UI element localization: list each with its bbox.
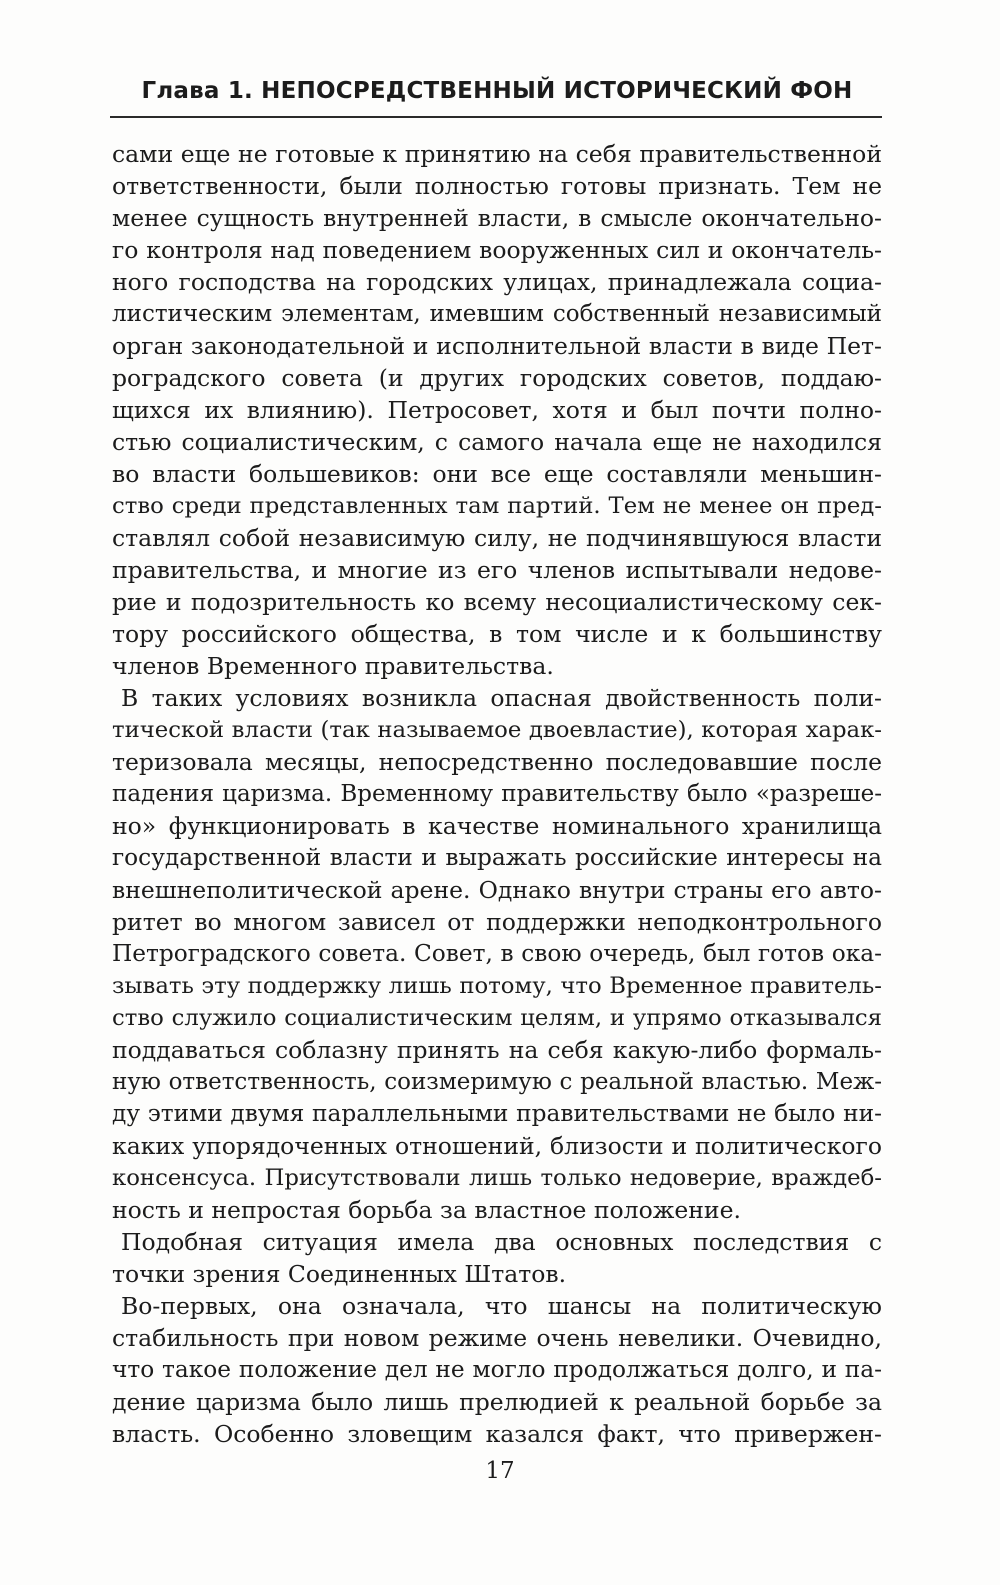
text-line: внешнеполитической арене. Однако внутри страны его авто- xyxy=(112,876,882,904)
text-line: что такое положение дел не могло продолжаться долго, и па- xyxy=(112,1356,882,1383)
text-line: ного господства на городских улицах, принадлежала социа- xyxy=(112,268,882,296)
text-line: но» функционировать в качестве номинального хранилища xyxy=(112,812,882,840)
body-text xyxy=(112,138,882,1450)
text-line: точки зрения Соединенных Штатов. xyxy=(112,1260,567,1288)
text-line: государственной власти и выражать российские интересы на xyxy=(112,844,882,871)
text-line: ство среди представленных там партий. Тем не менее он пред- xyxy=(112,493,882,519)
text-line: ритет во многом зависел от поддержки неподконтрольного xyxy=(112,908,882,936)
text-line: листическим элементам, имевшим собственный независимый xyxy=(112,301,882,327)
text-line: щихся их влиянию). Петросовет, хотя и был почти полно- xyxy=(112,396,882,424)
text-line: стью социалистическим, с самого начала еще не находился xyxy=(112,428,882,456)
text-line: тической власти (так называемое двоевластие), которая харак- xyxy=(112,717,882,743)
text-line: членов Временного правительства. xyxy=(112,652,554,680)
text-line: ду этими двумя параллельными правительствами не было ни- xyxy=(112,1100,882,1127)
running-head: Глава 1. НЕПОСРЕДСТВЕННЫЙ ИСТОРИЧЕСКИЙ ФОН xyxy=(141,78,853,104)
text-line: теризовала месяцы, непосредственно последовавшие после xyxy=(112,748,882,776)
text-line: каких упорядоченных отношений, близости и политического xyxy=(112,1132,882,1160)
text-line: стабильность при новом режиме очень невелики. Очевидно, xyxy=(112,1324,882,1352)
paragraph xyxy=(112,1290,882,1450)
page-number: 17 xyxy=(485,1458,515,1484)
text-line: поддаваться соблазну принять на себя какую-либо формаль- xyxy=(112,1036,882,1064)
text-line: правительства, и многие из его членов испытывали недове- xyxy=(112,556,882,584)
text-line: во власти большевиков: они все еще составляли меньшин- xyxy=(112,460,882,488)
text-line: власть. Особенно зловещим казался факт, что привержен- xyxy=(112,1420,882,1448)
text-line: роградского совета (и других городских советов, поддаю- xyxy=(112,364,882,392)
header-rule xyxy=(110,116,882,118)
text-line: го контроля над поведением вооруженных сил и окончатель- xyxy=(112,236,882,264)
text-line: падения царизма. Временному правительству было «разреше- xyxy=(112,781,882,807)
text-line: ставлял собой независимую силу, не подчинявшуюся власти xyxy=(112,524,882,552)
text-line: В таких условиях возникла опасная двойственность поли- xyxy=(121,684,882,712)
text-line: дение царизма было лишь прелюдией к реальной борьбе за xyxy=(112,1388,882,1416)
text-line: орган законодательной и исполнительной власти в виде Пет- xyxy=(112,332,882,360)
text-line: ответственности, были полностью готовы признать. Тем не xyxy=(112,172,882,200)
text-line: консенсуса. Присутствовали лишь только недоверие, враждеб- xyxy=(112,1165,882,1191)
text-line: тору российского общества, в том числе и к большинству xyxy=(112,620,882,648)
text-line: менее сущность внутренней власти, в смысле окончательно- xyxy=(112,204,882,232)
text-line: зывать эту поддержку лишь потому, что Временное правитель- xyxy=(112,973,882,999)
paragraph xyxy=(112,1226,882,1290)
text-line: Петроградского совета. Совет, в свою очередь, был готов ока- xyxy=(112,940,882,967)
text-line: ство служило социалистическим целям, и упрямо отказывался xyxy=(112,1005,882,1031)
text-line: ность и непростая борьба за властное положение. xyxy=(112,1196,741,1224)
text-line: Подобная ситуация имела два основных последствия с xyxy=(121,1228,882,1256)
text-line: Во-первых, она означала, что шансы на политическую xyxy=(121,1292,882,1320)
paragraph xyxy=(112,138,882,682)
text-line: рие и подозрительность ко всему несоциалистическому сек- xyxy=(112,588,882,616)
paragraph xyxy=(112,682,882,1226)
text-line: ную ответственность, соизмеримую с реальной властью. Меж- xyxy=(112,1069,882,1095)
text-line: сами еще не готовые к принятию на себя правительственной xyxy=(112,140,882,168)
